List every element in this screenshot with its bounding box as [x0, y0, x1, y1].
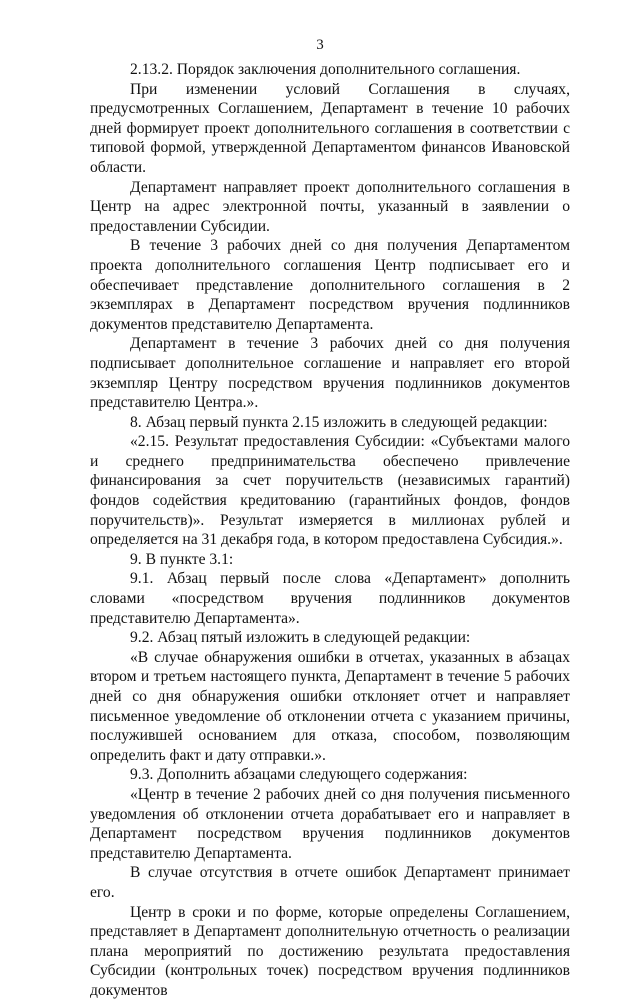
paragraph-item-9-3: 9.3. Дополнить абзацами следующего содержания:	[130, 766, 468, 784]
paragraph-item-9-2: 9.2. Абзац пятый изложить в следующей редакции:	[130, 629, 471, 647]
paragraph-additional-reporting: Центр в сроки и по форме, которые определены Соглашением, представляет в Департамент дополнительную отчетность о реализации плана мероприятий по достижению результата предоставления Субсидии (контрольных точек) посредством вручения подлинников документов	[90, 903, 570, 999]
paragraph-error-detection: «В случае обнаружения ошибки в отчетах, указанных в абзацах втором и третьем настоящего пункта, Департамент в течение 5 рабочих дней со дня обнаружения ошибки отклоняет отчет и направляет письменное уведомление об отклонении отчета с указанием причины, послужившей основанием для отказа, способом, позволяющим определить факт и дату отправки.».	[90, 648, 570, 764]
paragraph-2-15-result: «2.15. Результат предоставления Субсидии: «Субъектами малого и среднего предпринимательства обеспечено привлечение финансирования за счет поручительств (независимых гарантий) фондов содействия кредитованию (гарантийных фондов, фондов поручительств)». Результат измеряется в миллионах рублей и определяется на 31 декабря года, в котором предоставлена Субсидия.».	[90, 433, 570, 549]
paragraph-2-13-2-heading: 2.13.2. Порядок заключения дополнительного соглашения.	[130, 61, 521, 78]
paragraph-draft-formation: При изменении условий Соглашения в случаях, предусмотренных Соглашением, Департамент в течение 10 рабочих дней формирует проект дополнительного соглашения в соответствии с типовой формой, утвержденной Департаментом финансов Ивановской области.	[90, 80, 570, 176]
paragraph-draft-sending: Департамент направляет проект дополнительного соглашения в Центр на адрес электронной почты, указанный в заявлении о предоставлении Субсидии.	[90, 178, 570, 235]
page-number: 3	[316, 37, 324, 53]
paragraph-department-signing: Департамент в течение 3 рабочих дней со дня получения подписывает дополнительное соглашение и направляет его второй экземпляр Центру посредством вручения подлинников документов представителю Центра.».	[90, 335, 570, 412]
document-body	[90, 60, 570, 1001]
paragraph-report-rework: «Центр в течение 2 рабочих дней со дня получения письменного уведомления об отклонении отчета дорабатывает его и направляет в Департамент посредством вручения подлинников документов представителю Департамента.	[90, 785, 570, 862]
paragraph-item-9: 9. В пункте 3.1:	[130, 550, 234, 568]
paragraph-report-accepted: В случае отсутствия в отчете ошибок Департамент принимает его.	[90, 864, 570, 901]
paragraph-item-9-1: 9.1. Абзац первый после слова «Департамент» дополнить словами «посредством вручения подлинников документов представителю Департамента».	[90, 570, 570, 627]
paragraph-item-8: 8. Абзац первый пункта 2.15 изложить в следующей редакции:	[130, 413, 548, 431]
paragraph-center-signing: В течение 3 рабочих дней со дня получения Департаментом проекта дополнительного соглашения Центр подписывает его и обеспечивает представление дополнительного соглашения в 2 экземплярах в Департамент посредством вручения подлинников документов представителю Департамента.	[90, 237, 570, 333]
